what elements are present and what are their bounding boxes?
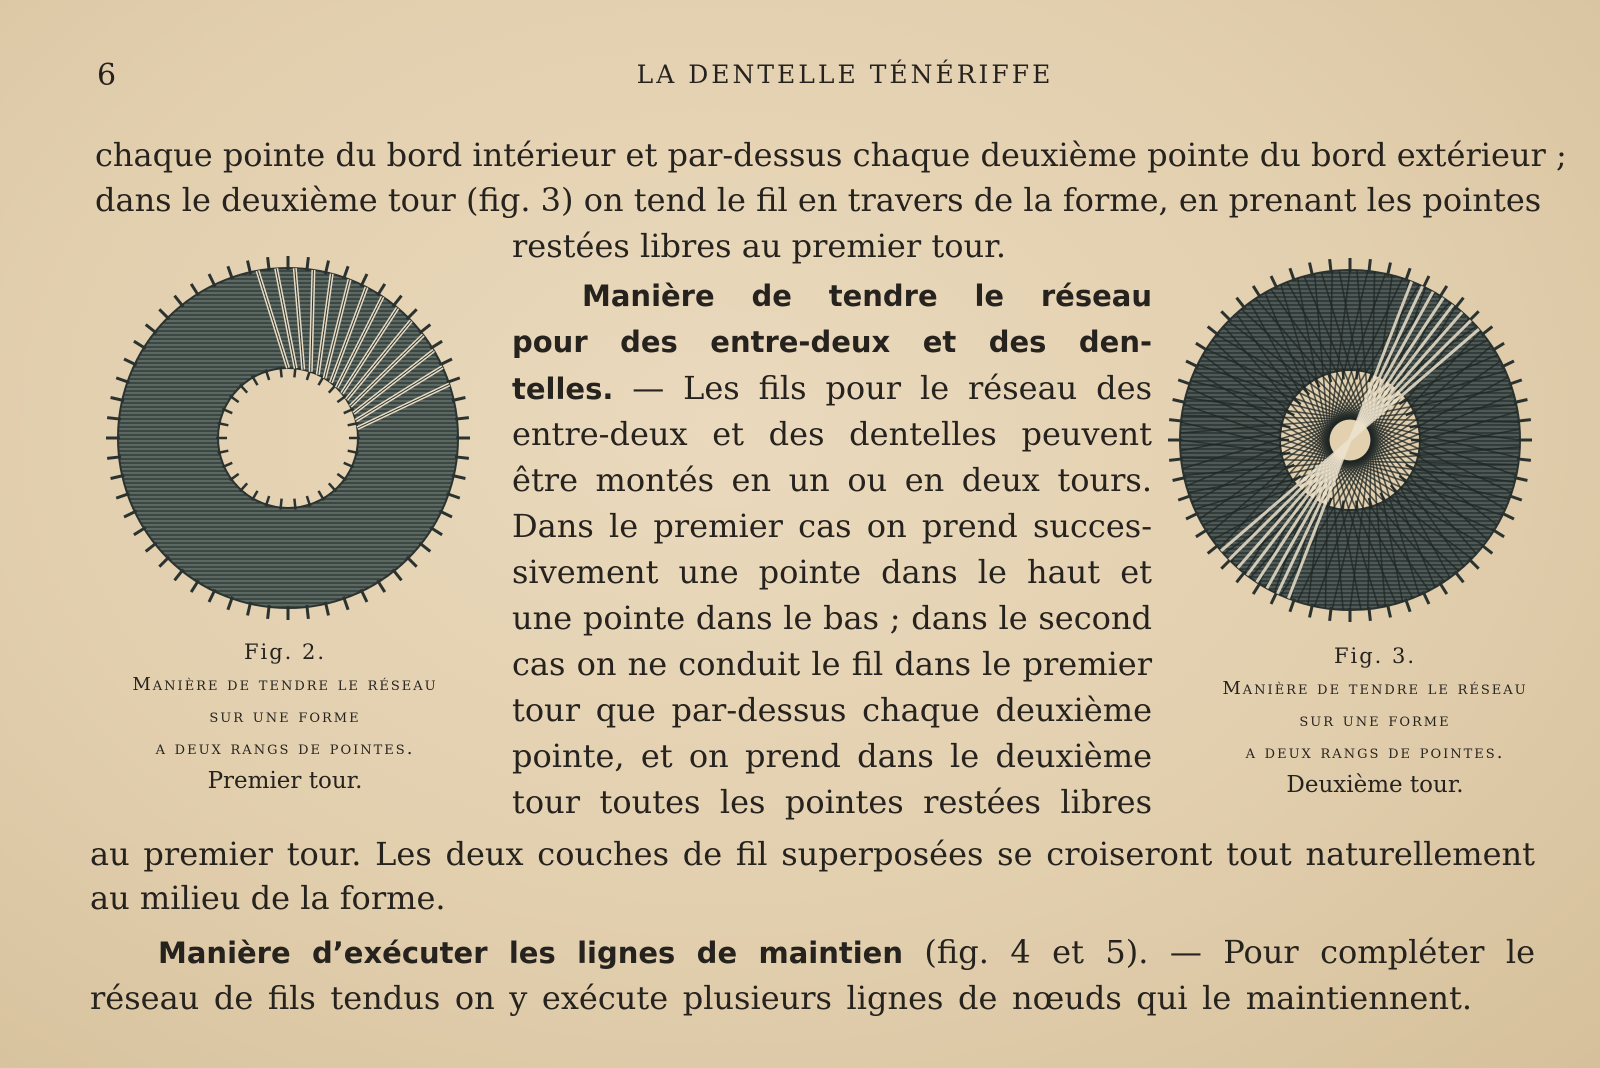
outer-pin — [1492, 343, 1504, 350]
text-line: réseau de fils tendus on y exécute plusieurs lignes de nœuds qui le maintiennent. — [90, 979, 1472, 1017]
outer-pin — [159, 309, 169, 319]
outer-pin — [1369, 259, 1371, 273]
inner-pin — [280, 499, 281, 510]
text-line: Dans le premier cas on prend succes- — [512, 507, 1152, 545]
outer-pin — [455, 418, 469, 420]
outer-pin — [1517, 420, 1531, 422]
inner-pin — [337, 396, 346, 402]
figure-caption: Manière de tendre le réseau — [1222, 678, 1528, 699]
outer-pin — [1517, 459, 1531, 461]
running-title: LA DENTELLE TÉNÉRIFFE — [636, 60, 1054, 89]
text-line: entre-deux et des dentelles peuvent — [512, 415, 1152, 453]
fig2-illustration — [88, 238, 488, 638]
outer-pin — [1221, 311, 1231, 321]
outer-pin — [159, 557, 169, 567]
section-heading: telles. — [512, 372, 614, 406]
outer-pin — [1208, 545, 1219, 554]
figure-subcaption: Deuxième tour. — [1286, 772, 1464, 798]
figure-caption: Manière de tendre le réseau — [132, 674, 438, 695]
outer-pin — [455, 457, 469, 459]
outer-pin — [1330, 259, 1332, 273]
text-line: une pointe dans le bas ; dans le second — [512, 599, 1152, 637]
outer-pin — [268, 605, 270, 619]
outer-pin — [107, 457, 121, 459]
text-span: — Les fils pour le réseau des — [613, 369, 1152, 407]
outer-pin — [307, 257, 309, 271]
text-line — [512, 368, 1152, 409]
inner-pin — [294, 499, 295, 510]
inner-pin — [329, 384, 336, 392]
outer-pin — [1253, 286, 1260, 298]
outer-pin — [1369, 607, 1371, 621]
outer-pin — [1492, 529, 1504, 536]
figure-caption: sur une forme — [1299, 710, 1451, 731]
figure-label: Fig. 2. — [243, 640, 327, 664]
outer-pin — [1169, 459, 1183, 461]
outer-pin — [134, 341, 146, 348]
outer-pin — [1455, 571, 1464, 582]
outer-pin — [307, 605, 309, 619]
text-line: dans le deuxième tour (fig. 3) on tend le fil en travers de la forme, en prenant les pointes — [95, 181, 1542, 219]
outer-pin — [1237, 571, 1246, 582]
text-line: tour que par-dessus chaque deuxième — [512, 691, 1152, 729]
outer-pin — [419, 325, 430, 334]
outer-pin — [393, 569, 402, 580]
outer-pin — [1481, 327, 1492, 336]
outer-pin — [419, 543, 430, 552]
outer-pin — [1439, 582, 1446, 594]
outer-pin — [1221, 559, 1231, 569]
text-line — [158, 932, 1535, 973]
inner-pin — [240, 483, 247, 491]
outer-pin — [191, 580, 198, 592]
outer-pin — [268, 257, 270, 271]
outer-pin — [191, 284, 198, 296]
text-line: chaque pointe du bord intérieur et par-dessus chaque deuxième pointe du bord extérieur ; — [95, 136, 1567, 174]
fig3-illustration — [1150, 240, 1550, 640]
section-heading: Manière de tendre le réseau — [582, 279, 1152, 313]
page-number: 6 — [97, 58, 117, 93]
section-heading: pour des entre-deux et des den- — [512, 325, 1152, 359]
outer-pin — [377, 284, 384, 296]
text-line: tour toutes les pointes restées libres — [512, 783, 1152, 821]
text-line: cas on ne conduit le fil dans le premier — [512, 645, 1152, 683]
outer-pin — [1481, 545, 1492, 554]
text-line: pointe, et on prend dans le deuxième — [512, 737, 1152, 775]
outer-pin — [1330, 607, 1332, 621]
fig3-ring — [1168, 258, 1532, 622]
text-line: être montés en un ou en deux tours. — [512, 461, 1152, 499]
figure-label: Fig. 3. — [1333, 644, 1417, 668]
inner-pin — [280, 366, 281, 377]
outer-pin — [146, 325, 157, 334]
text-line: au milieu de la forme. — [90, 879, 446, 917]
outer-pin — [1169, 420, 1183, 422]
outer-pin — [1196, 529, 1208, 536]
outer-pin — [1196, 343, 1208, 350]
text-line: sivement une pointe dans le haut et — [512, 553, 1152, 591]
outer-pin — [1439, 286, 1446, 298]
inner-pin — [329, 483, 336, 491]
text-span: (fig. 4 et 5). — Pour compléter le — [902, 933, 1536, 971]
outer-pin — [393, 296, 402, 307]
outer-pin — [1469, 559, 1479, 569]
figure-caption: sur une forme — [209, 706, 361, 727]
outer-pin — [134, 527, 146, 534]
section-heading: Manière d’exécuter les lignes de maintien — [158, 936, 903, 970]
outer-pin — [430, 527, 442, 534]
inner-pin — [230, 474, 239, 480]
outer-pin — [146, 543, 157, 552]
outer-pin — [1237, 298, 1246, 309]
outer-pin — [430, 341, 442, 348]
outer-pin — [1208, 327, 1219, 336]
inner-pin — [337, 474, 346, 480]
figure-subcaption: Premier tour. — [207, 768, 363, 794]
outer-pin — [407, 309, 417, 319]
fig2-ring — [106, 256, 470, 620]
outer-pin — [1455, 298, 1464, 309]
outer-pin — [175, 296, 184, 307]
figure-caption: a deux rangs de pointes. — [1245, 742, 1505, 763]
figure-caption: a deux rangs de pointes. — [155, 738, 415, 759]
outer-pin — [1469, 311, 1479, 321]
inner-pin — [230, 396, 239, 402]
inner-pin — [240, 384, 247, 392]
outer-pin — [107, 418, 121, 420]
outer-pin — [1253, 582, 1260, 594]
outer-pin — [175, 569, 184, 580]
outer-pin — [407, 557, 417, 567]
text-line: restées libres au premier tour. — [512, 227, 1007, 265]
text-line: au premier tour. Les deux couches de fil superposées se croiseront tout naturellement — [90, 835, 1535, 873]
outer-pin — [377, 580, 384, 592]
